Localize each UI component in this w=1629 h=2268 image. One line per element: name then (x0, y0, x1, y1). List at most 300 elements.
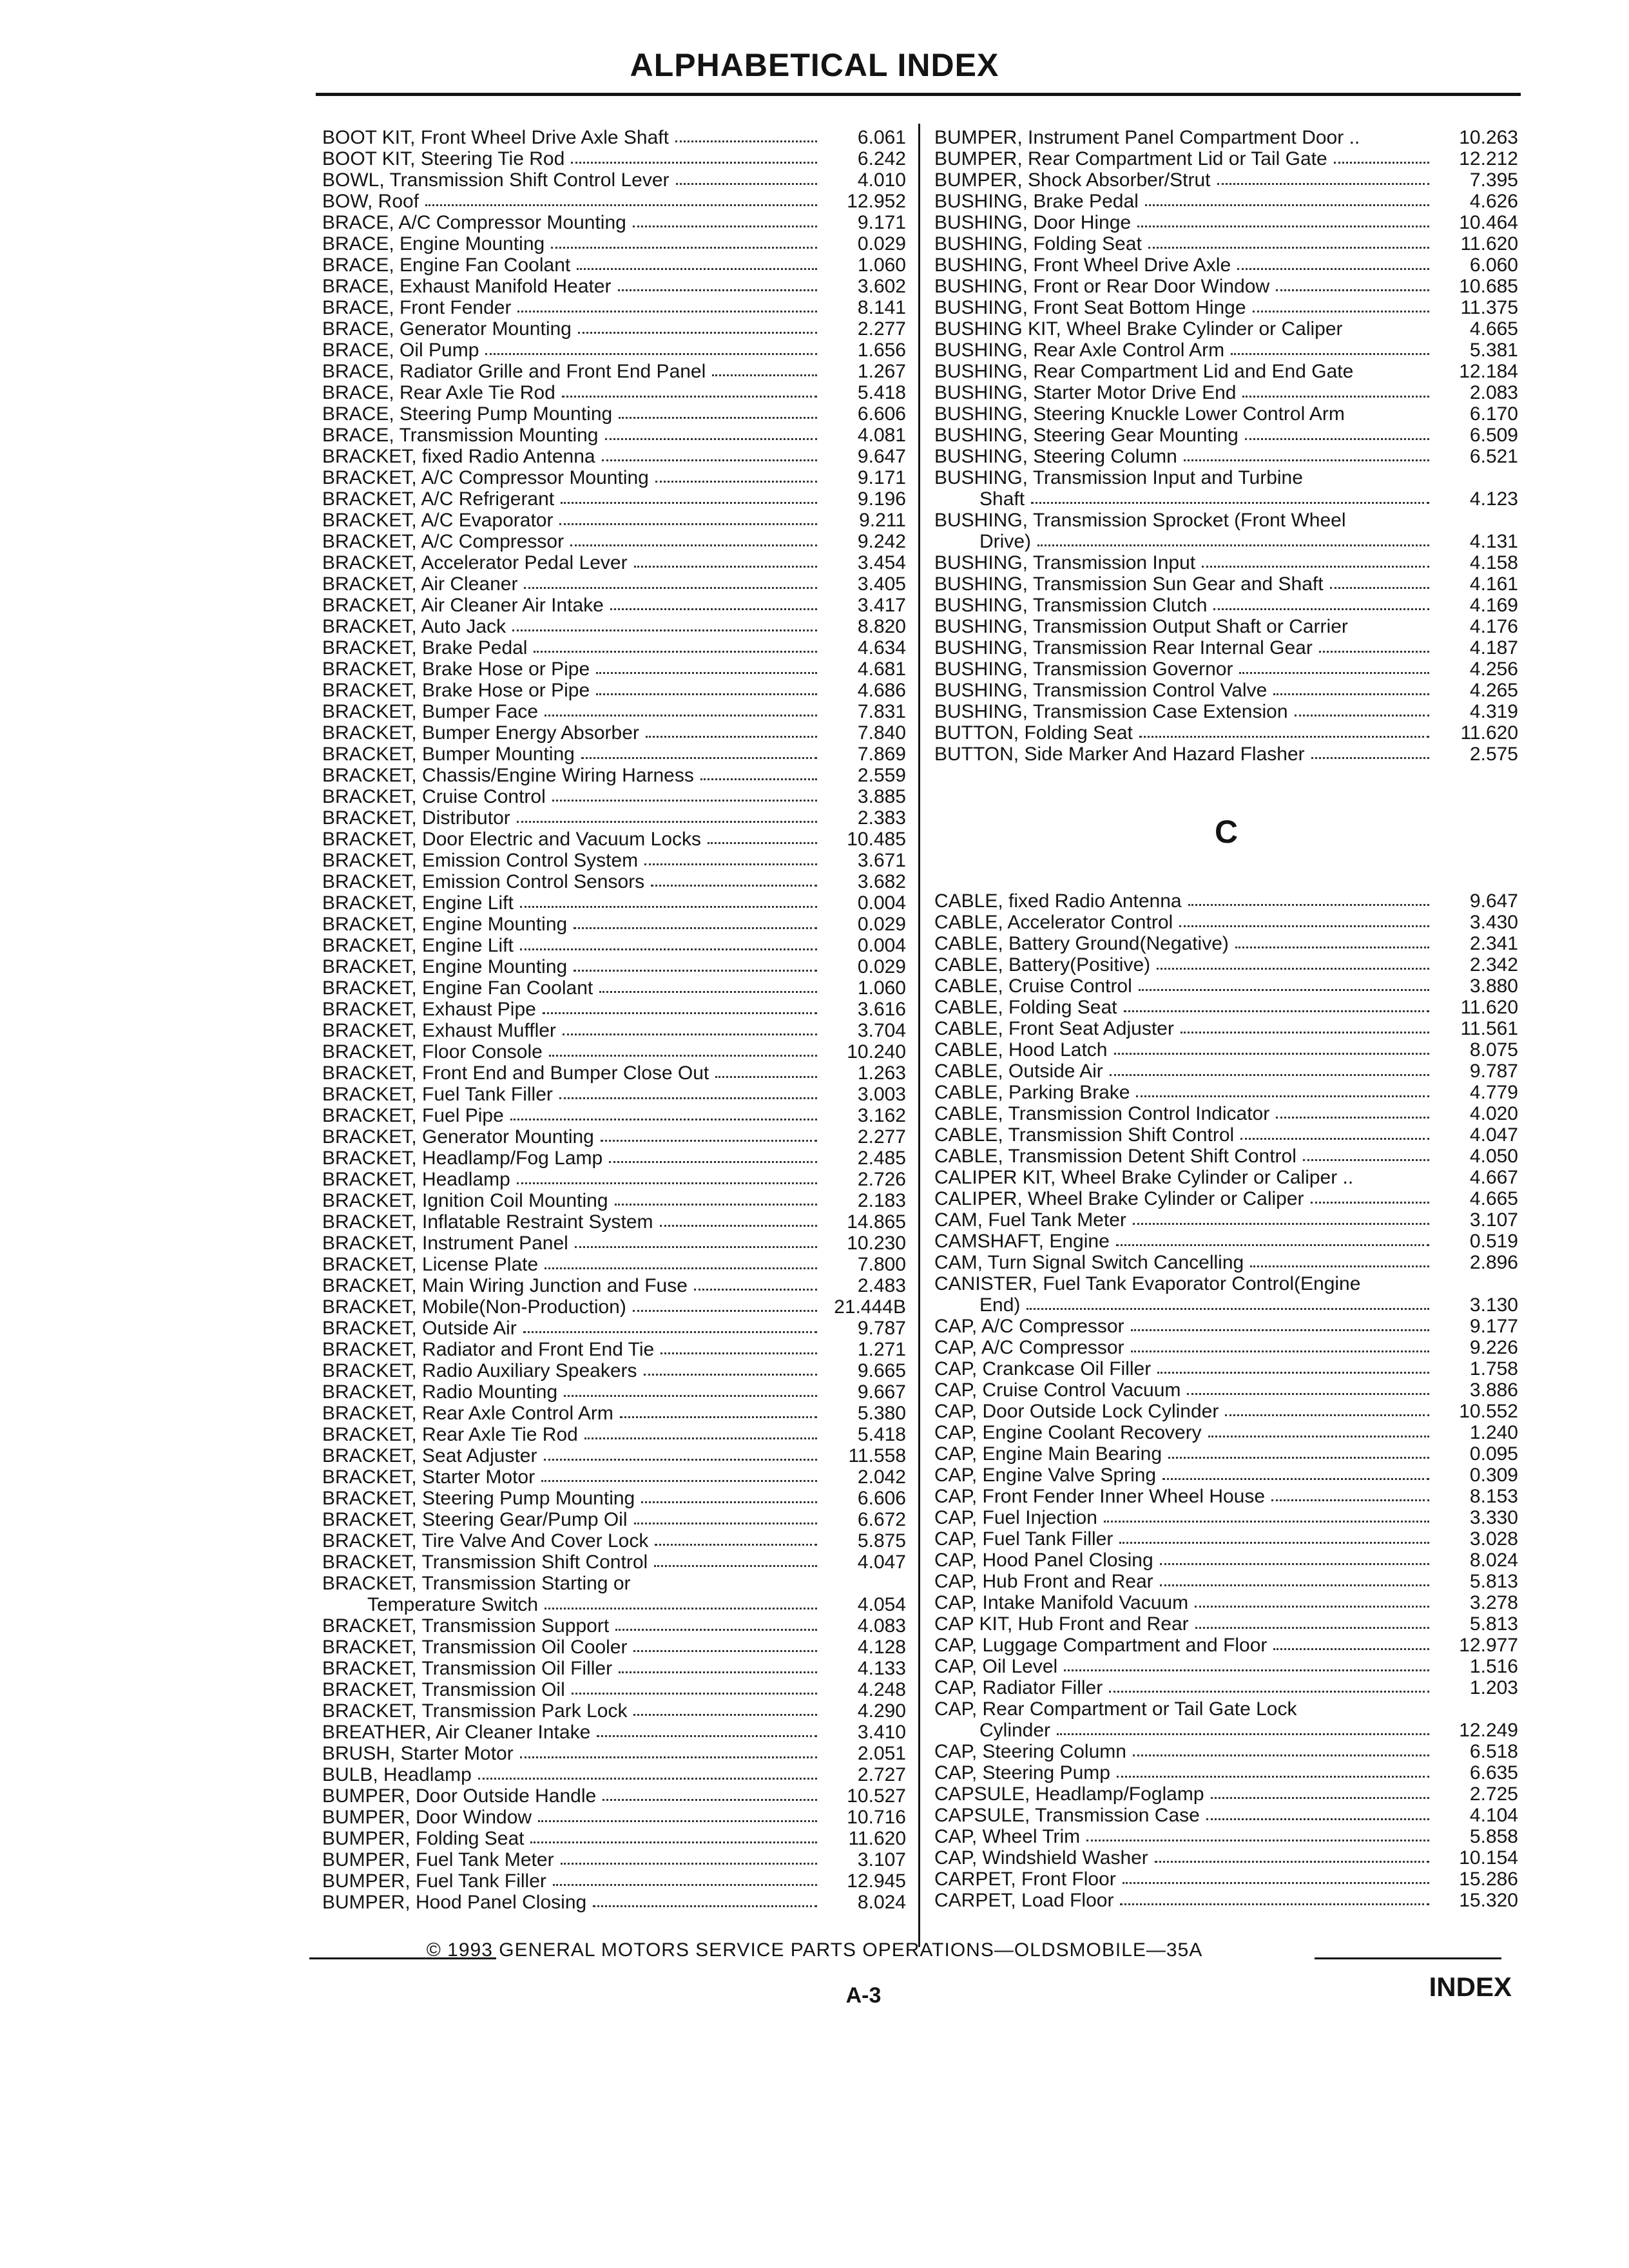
index-entry-page: 11.375 (1460, 297, 1518, 318)
index-entry-name: BRACE, Steering Pump Mounting (322, 403, 613, 425)
column-divider (918, 124, 920, 1947)
index-entry-name: BRACKET, Engine Lift (322, 892, 514, 914)
dot-leader (593, 1905, 817, 1907)
index-entry-page: 4.081 (857, 425, 906, 446)
index-entry-page: 1.060 (857, 977, 906, 999)
index-entry (322, 1445, 906, 1466)
index-entry-page: 5.418 (857, 1424, 906, 1445)
index-entry-name: BRACKET, Radio Auxiliary Speakers (322, 1360, 637, 1381)
index-entry (934, 1571, 1518, 1592)
index-entry-page: 7.800 (857, 1254, 906, 1275)
dot-leader (1137, 226, 1429, 227)
index-entry-name: BOOT KIT, Front Wheel Drive Axle Shaft (322, 127, 669, 148)
index-entry-name: BRACKET, Exhaust Pipe (322, 999, 536, 1020)
index-entry-name: CAPSULE, Transmission Case (934, 1805, 1200, 1826)
index-entry-page: 3.410 (857, 1722, 906, 1743)
index-entry-page: 3.417 (857, 595, 906, 616)
index-entry-name: CABLE, Outside Air (934, 1061, 1103, 1082)
dot-leader (549, 1055, 817, 1057)
page-number: A-3 (845, 1983, 882, 2008)
index-entry-name: BUMPER, Instrument Panel Compartment Door .. (934, 127, 1360, 148)
index-entry-name: BUSHING, Rear Compartment Lid and End Gate (934, 361, 1354, 382)
index-entry-page: 2.277 (857, 1126, 906, 1148)
index-entry-page: 4.634 (857, 637, 906, 658)
index-entry-page: 6.606 (857, 403, 906, 425)
index-entry-name: CABLE, Cruise Control (934, 975, 1132, 997)
index-entry-name: BRACKET, Rear Axle Control Arm (322, 1403, 613, 1424)
dot-leader (1239, 672, 1429, 674)
dot-leader (1027, 1308, 1429, 1310)
index-entry-page: 10.527 (847, 1785, 906, 1807)
dot-leader (633, 1310, 817, 1312)
index-entry (934, 1443, 1518, 1465)
dot-leader (572, 1693, 817, 1695)
index-entry-name: BUTTON, Side Marker And Hazard Flasher (934, 744, 1305, 765)
index-entry-page: 2.051 (857, 1743, 906, 1764)
dot-leader (1184, 459, 1429, 461)
dot-leader (1276, 289, 1429, 291)
index-entry (934, 361, 1518, 382)
index-entry (322, 1318, 906, 1339)
index-entry (934, 595, 1518, 616)
index-entry (934, 1507, 1518, 1528)
dot-leader (641, 1501, 817, 1503)
index-entry-page: 12.249 (1459, 1720, 1518, 1741)
index-entry-name: CABLE, Folding Seat (934, 997, 1117, 1018)
index-entry-page: 1.060 (857, 255, 906, 276)
dot-leader (609, 1161, 817, 1163)
page-title: ALPHABETICAL INDEX (630, 47, 999, 83)
index-entry-name: BRACKET, Seat Adjuster (322, 1445, 537, 1466)
dot-leader (517, 311, 817, 312)
index-entry-page: 1.267 (857, 361, 906, 382)
section-letter-heading: C (1214, 814, 1239, 850)
index-entry-name: BRACKET, Transmission Support (322, 1615, 610, 1637)
index-entry-page: 4.104 (1469, 1805, 1518, 1826)
index-entry (322, 255, 906, 276)
index-entry-name: BRACKET, Exhaust Muffler (322, 1020, 556, 1041)
index-entry-page: 4.123 (1469, 488, 1518, 510)
index-entry-page: 2.727 (857, 1764, 906, 1785)
index-entry-page: 9.196 (857, 488, 906, 510)
index-entry-page: 1.263 (857, 1062, 906, 1084)
index-entry-name: BUSHING, Steering Gear Mounting (934, 425, 1239, 446)
dot-leader (1245, 438, 1429, 440)
dot-leader (1217, 183, 1430, 185)
index-entry-name: BOW, Roof (322, 191, 419, 212)
index-entry-name: CABLE, Transmission Control Indicator (934, 1103, 1270, 1124)
index-entry (322, 552, 906, 573)
dot-leader (1155, 1861, 1429, 1863)
dot-leader (564, 1395, 817, 1397)
index-entry-name: BRACKET, Ignition Coil Mounting (322, 1190, 608, 1211)
dot-leader (425, 204, 817, 206)
index-entry-page: 3.602 (857, 276, 906, 297)
index-entry (934, 1486, 1518, 1507)
index-entry-name: CAP, Wheel Trim (934, 1826, 1081, 1847)
dot-leader (1110, 1074, 1429, 1076)
index-entry (322, 1509, 906, 1530)
index-entry (934, 191, 1518, 212)
index-entry (934, 1677, 1518, 1698)
index-entry-page: 4.161 (1469, 573, 1518, 595)
dot-leader (602, 459, 817, 461)
index-entry-page: 4.128 (857, 1637, 906, 1658)
index-entry-name: CAP, Steering Pump (934, 1762, 1110, 1783)
index-entry-name: BUMPER, Door Outside Handle (322, 1785, 597, 1807)
index-entry (322, 1679, 906, 1700)
index-entry-page: 0.519 (1469, 1231, 1518, 1252)
index-entry-page: 6.242 (857, 148, 906, 169)
index-entry (322, 1403, 906, 1424)
index-entry-page: 10.263 (1459, 127, 1518, 148)
dot-leader (1235, 947, 1429, 948)
index-entry-name: CAP, Oil Level (934, 1656, 1058, 1677)
dot-leader (512, 629, 817, 631)
index-entry-page: 10.240 (847, 1041, 906, 1062)
index-entry-name: BRACKET, Bumper Energy Absorber (322, 722, 639, 744)
index-entry-name: BRACKET, Engine Mounting (322, 956, 568, 977)
dot-leader (559, 1097, 817, 1099)
index-entry (934, 1231, 1518, 1252)
dot-leader (570, 544, 817, 546)
index-entry-name: BRACE, Engine Fan Coolant (322, 255, 571, 276)
index-entry-name: BUMPER, Folding Seat (322, 1828, 525, 1849)
dot-leader (574, 970, 817, 972)
index-entry (322, 1615, 906, 1637)
index-entry (322, 531, 906, 552)
index-entry (322, 573, 906, 595)
index-entry-page: 9.787 (857, 1318, 906, 1339)
index-entry-page: 4.133 (857, 1658, 906, 1679)
dot-leader (1295, 715, 1429, 716)
index-entry-page: 9.647 (1469, 890, 1518, 912)
index-entry-name: CABLE, Front Seat Adjuster (934, 1018, 1174, 1039)
index-entry (934, 1039, 1518, 1061)
dot-leader (655, 481, 817, 483)
index-entry (322, 1552, 906, 1573)
index-entry-page: 6.061 (857, 127, 906, 148)
dot-leader (1253, 311, 1429, 312)
dot-leader (1119, 1542, 1429, 1544)
index-entry-name: BOWL, Transmission Shift Control Lever (322, 169, 670, 191)
index-entry (322, 1105, 906, 1126)
dot-leader (1276, 1117, 1429, 1119)
index-entry-name: BRACKET, Instrument Panel (322, 1233, 568, 1254)
dot-leader (1131, 1329, 1429, 1331)
index-entry (322, 510, 906, 531)
dot-leader (517, 1182, 817, 1184)
dot-leader (596, 672, 817, 674)
index-entry (322, 1148, 906, 1169)
index-entry (322, 1275, 906, 1296)
dot-leader (545, 1608, 817, 1610)
index-entry (322, 1530, 906, 1552)
index-entry-name: CABLE, Transmission Detent Shift Control (934, 1146, 1296, 1167)
index-entry-page: 1.240 (1469, 1422, 1518, 1443)
index-entry-page: 9.667 (857, 1381, 906, 1403)
index-entry (934, 573, 1518, 595)
index-entry (934, 680, 1518, 701)
index-entry-name: CAP, Hub Front and Rear (934, 1571, 1153, 1592)
dot-leader (1160, 1584, 1429, 1586)
index-entry (322, 595, 906, 616)
index-entry (934, 318, 1518, 340)
index-entry (322, 361, 906, 382)
index-entry-name: CARPET, Front Floor (934, 1869, 1116, 1890)
index-entry (934, 637, 1518, 658)
dot-leader (1334, 162, 1429, 164)
index-entry-page: 3.454 (857, 552, 906, 573)
dot-leader (561, 1863, 817, 1865)
index-entry (322, 1339, 906, 1360)
dot-leader (596, 693, 817, 695)
index-entry-page: 2.277 (857, 318, 906, 340)
index-entry-page: 12.945 (847, 1870, 906, 1892)
dot-leader (675, 140, 817, 142)
index-entry (934, 467, 1518, 510)
index-entry-page: 0.029 (857, 914, 906, 935)
index-entry-name: BUSHING, Front or Rear Door Window (934, 276, 1270, 297)
index-entry-page: 8.820 (857, 616, 906, 637)
index-entry-page: 4.047 (857, 1552, 906, 1573)
dot-leader (577, 268, 817, 270)
index-entry-page: 1.271 (857, 1339, 906, 1360)
index-entry (934, 1061, 1518, 1082)
index-entry-name: CAP, Fuel Injection (934, 1507, 1097, 1528)
dot-leader (1211, 1797, 1429, 1799)
index-entry-page: 11.620 (1460, 722, 1518, 744)
index-entry (934, 212, 1518, 233)
dot-leader (1057, 1733, 1429, 1735)
index-entry-page: 4.010 (857, 169, 906, 191)
index-entry-name: BRACKET, Floor Console (322, 1041, 543, 1062)
index-entry-page: 3.162 (857, 1105, 906, 1126)
index-entry (934, 403, 1518, 425)
index-entry-page: 4.626 (1469, 191, 1518, 212)
index-entry-page: 4.265 (1469, 680, 1518, 701)
index-entry-name: BRACKET, Inflatable Restraint System (322, 1211, 653, 1233)
index-entry (322, 467, 906, 488)
index-entry (322, 956, 906, 977)
index-entry-name: BUSHING, Transmission Output Shaft or Carrier (934, 616, 1348, 637)
index-entry (934, 1316, 1518, 1337)
index-entry-page: 6.509 (1469, 425, 1518, 446)
index-entry-page: 2.342 (1469, 954, 1518, 975)
index-entry (322, 1424, 906, 1445)
dot-leader (544, 1459, 818, 1461)
index-entry (322, 446, 906, 467)
dot-leader (619, 1671, 817, 1673)
index-entry-page: 7.831 (857, 701, 906, 722)
index-entry (934, 1465, 1518, 1486)
dot-leader (1242, 396, 1429, 398)
dot-leader (559, 523, 817, 525)
dot-leader (633, 226, 817, 227)
index-entry-page: 4.020 (1469, 1103, 1518, 1124)
dot-leader (1117, 1776, 1429, 1778)
index-entry (322, 1870, 906, 1892)
index-entry-name: BRACE, Generator Mounting (322, 318, 572, 340)
index-entry-name: CAPSULE, Headlamp/Foglamp (934, 1783, 1204, 1805)
index-entry (322, 1190, 906, 1211)
index-entry (934, 1592, 1518, 1613)
index-column-right-c (934, 890, 1518, 1911)
index-entry (322, 1296, 906, 1318)
index-entry (322, 297, 906, 318)
index-entry-name: CAP, Crankcase Oil Filler (934, 1358, 1152, 1379)
index-entry-name: BRACKET, A/C Refrigerant (322, 488, 555, 510)
index-entry-page: 11.620 (1460, 997, 1518, 1018)
index-entry (934, 1698, 1518, 1741)
dot-leader (563, 1033, 817, 1035)
index-entry (322, 1488, 906, 1509)
index-entry-name-continued: Shaft (979, 488, 1025, 510)
index-entry (322, 191, 906, 212)
dot-leader (1273, 1648, 1429, 1650)
index-entry (934, 1252, 1518, 1273)
dot-leader (520, 906, 817, 908)
index-entry-name: BUMPER, Hood Panel Closing (322, 1892, 587, 1913)
index-entry-page: 1.203 (1469, 1677, 1518, 1698)
index-entry-name: BRACKET, Transmission Oil (322, 1679, 565, 1700)
index-entry-page: 4.054 (857, 1594, 906, 1615)
index-entry-name: CAP KIT, Hub Front and Rear (934, 1613, 1189, 1635)
index-entry-name: CABLE, Battery(Positive) (934, 954, 1151, 975)
index-entry (322, 127, 906, 148)
dot-leader (651, 885, 817, 887)
index-entry (322, 744, 906, 765)
dot-leader (620, 1416, 817, 1418)
index-entry-page: 3.616 (857, 999, 906, 1020)
dot-leader (1086, 1840, 1429, 1841)
dot-leader (545, 715, 817, 716)
index-entry (322, 1700, 906, 1722)
dot-leader (618, 289, 817, 291)
index-entry (322, 1126, 906, 1148)
index-entry-name: BUTTON, Folding Seat (934, 722, 1133, 744)
index-entry-page: 5.858 (1469, 1826, 1518, 1847)
index-entry-name-continued: Cylinder (979, 1720, 1051, 1741)
index-entry-page: 12.977 (1459, 1635, 1518, 1656)
index-entry-page: 0.004 (857, 935, 906, 956)
dot-leader (1319, 651, 1429, 653)
index-entry-page: 2.559 (857, 765, 906, 786)
index-entry-page: 12.212 (1459, 148, 1518, 169)
index-entry-name: BRACKET, A/C Compressor (322, 531, 564, 552)
index-entry-page: 0.095 (1469, 1443, 1518, 1465)
index-entry (934, 954, 1518, 975)
index-entry (322, 914, 906, 935)
index-entry (322, 1233, 906, 1254)
index-entry (322, 722, 906, 744)
index-entry (322, 786, 906, 807)
index-entry-page: 4.187 (1469, 637, 1518, 658)
index-entry-name: BRACKET, Radiator and Front End Tie (322, 1339, 655, 1360)
dot-leader (1225, 1414, 1429, 1416)
index-entry-page: 4.681 (857, 658, 906, 680)
index-entry (934, 148, 1518, 169)
index-entry-name: BRACE, Rear Axle Tie Rod (322, 382, 555, 403)
dot-leader (1131, 1350, 1429, 1352)
dot-leader (1187, 1393, 1429, 1395)
index-entry-name: BRACKET, License Plate (322, 1254, 539, 1275)
index-entry-page: 3.704 (857, 1020, 906, 1041)
index-entry (934, 1635, 1518, 1656)
index-entry-page: 4.050 (1469, 1146, 1518, 1167)
index-entry (934, 446, 1518, 467)
dot-leader (1031, 502, 1429, 504)
index-entry-name: BRACKET, Engine Fan Coolant (322, 977, 593, 999)
dot-leader (601, 1140, 817, 1142)
dot-leader (1157, 968, 1429, 970)
index-entry-name: BRACKET, Engine Mounting (322, 914, 568, 935)
index-entry-page: 9.665 (857, 1360, 906, 1381)
index-entry-page: 4.131 (1469, 531, 1518, 552)
index-entry (934, 1337, 1518, 1358)
dot-leader (654, 1565, 817, 1567)
index-entry-page: 2.575 (1469, 744, 1518, 765)
index-entry-name: BRACKET, Emission Control System (322, 850, 639, 871)
index-entry-page: 3.003 (857, 1084, 906, 1105)
index-entry (934, 912, 1518, 933)
index-entry (322, 999, 906, 1020)
index-entry (934, 890, 1518, 912)
dot-leader (523, 1331, 817, 1333)
index-entry (322, 1041, 906, 1062)
dot-leader (599, 991, 817, 993)
index-entry-page: 10.154 (1459, 1847, 1518, 1869)
index-entry-page: 2.485 (857, 1148, 906, 1169)
index-entry-page: 3.028 (1469, 1528, 1518, 1550)
index-entry-name: BRACKET, Headlamp/Fog Lamp (322, 1148, 603, 1169)
index-entry-name: BUSHING, Transmission Governor (934, 658, 1233, 680)
index-entry (322, 1169, 906, 1190)
dot-leader (597, 1735, 817, 1737)
index-entry-name: BUSHING, Steering Knuckle Lower Control Arm (934, 403, 1345, 425)
dot-leader (676, 183, 817, 185)
index-entry-page: 3.107 (857, 1849, 906, 1870)
index-entry (934, 1869, 1518, 1890)
dot-leader (478, 1778, 817, 1780)
index-entry-page: 11.558 (848, 1445, 906, 1466)
index-entry-name: BRACKET, Transmission Oil Cooler (322, 1637, 628, 1658)
dot-leader (530, 1841, 817, 1843)
dot-leader (1168, 1457, 1429, 1459)
index-entry-page: 0.029 (857, 233, 906, 255)
index-entry-name: BUMPER, Door Window (322, 1807, 532, 1828)
dot-leader (571, 162, 817, 164)
index-entry-page: 1.516 (1469, 1656, 1518, 1677)
index-entry-name: BUMPER, Shock Absorber/Strut (934, 169, 1211, 191)
index-entry-page: 2.383 (857, 807, 906, 829)
index-entry-page: 4.047 (1469, 1124, 1518, 1146)
index-entry-name: BRACKET, Transmission Starting or (322, 1573, 631, 1594)
index-entry-name: BUSHING, Transmission Case Extension (934, 701, 1288, 722)
index-entry (934, 701, 1518, 722)
index-entry-name: CALIPER, Wheel Brake Cylinder or Caliper (934, 1188, 1304, 1209)
index-entry-name: BRACKET, Air Cleaner Air Intake (322, 595, 604, 616)
index-entry-page: 3.886 (1469, 1379, 1518, 1401)
index-entry-name: BRACE, Transmission Mounting (322, 425, 599, 446)
index-entry-name: BRACKET, Transmission Shift Control (322, 1552, 648, 1573)
index-entry-page: 9.171 (857, 467, 906, 488)
index-entry-page: 5.418 (857, 382, 906, 403)
index-entry-page: 9.226 (1469, 1337, 1518, 1358)
index-entry-name: BRACE, A/C Compressor Mounting (322, 212, 626, 233)
index-entry (934, 722, 1518, 744)
dot-leader (517, 821, 817, 823)
